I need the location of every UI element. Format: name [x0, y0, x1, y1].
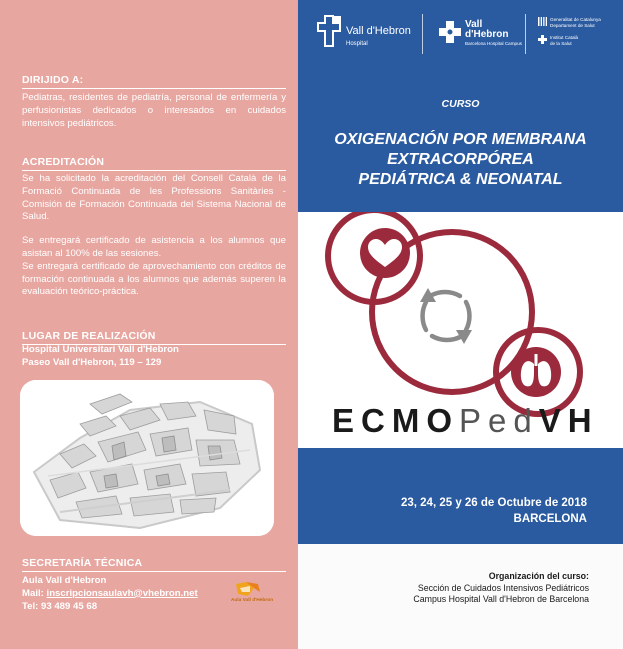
logo-campus-line: Vall: [465, 19, 483, 30]
logo-campus-name: [465, 20, 509, 40]
city-line: BARCELONA: [513, 513, 587, 525]
organizer-box: [298, 544, 623, 649]
logo-ics-line: Institut Català: [550, 35, 579, 40]
aula-vall-hebron-logo: [224, 578, 280, 608]
campus-cross-icon: [438, 20, 462, 44]
brand-vh: VH: [538, 402, 599, 439]
course-title: [298, 130, 623, 190]
generalitat-icon: [538, 17, 547, 26]
organizer-line: Campus Hospital Vall d'Hebron de Barcelona: [413, 594, 589, 604]
dirigido-body: Pediatras, residentes de pediatría, personal de enfermería y perfusionistas dedicados o interesados en cuidados intensivos pediátricos.: [22, 92, 286, 129]
course-footer: [298, 448, 623, 649]
campus-map: [20, 380, 274, 536]
section-divider: [22, 170, 286, 171]
logo-campus-sub: Barcelona Hospital Campus: [465, 41, 522, 46]
aula-logo-text: Aula Vall d'Hebron: [230, 598, 274, 603]
ecmo-logo-area: [298, 212, 623, 448]
course-header: [298, 0, 623, 212]
brand-ecmo: ECMO: [332, 402, 459, 439]
logo-generalitat-text: [550, 17, 601, 28]
logo-ics-line: de la Salut: [550, 40, 572, 46]
logo-campus-line: d'Hebron: [465, 29, 509, 40]
acreditacion-paragraph: Se ha solicitado la acreditación del Consell Català de la Formació Continuada de les Professions Sanitàries - Comisión de Formación Continuada del Sistema Nacional de Salud.: [22, 173, 286, 223]
organizer-info: [413, 571, 589, 606]
acreditacion-body: [22, 173, 286, 299]
acreditacion-title: ACREDITACIÓN: [22, 156, 105, 168]
organizer-title: Organización del curso:: [488, 571, 589, 581]
logo-divider: [525, 14, 526, 54]
logo-ics-text: [550, 35, 578, 46]
logos-bar: [298, 0, 623, 62]
ics-icon: [538, 35, 547, 44]
secretaria-line: Aula Vall d'Hebron: [22, 575, 107, 586]
mail-label: Mail:: [22, 587, 47, 599]
brand-ped: Ped: [459, 402, 539, 439]
organizer-line: Sección de Cuidados Intensivos Pediátricos: [417, 582, 589, 593]
section-divider: [22, 88, 286, 89]
acreditacion-paragraph: Se entregará certificado de asistencia a los alumnos que asistan al 100% de las sesiones.: [22, 235, 286, 259]
lugar-line: Paseo Vall d'Hebron, 119 – 129: [22, 356, 162, 368]
curso-label: CURSO: [441, 98, 480, 110]
logo-generalitat-line: Generalitat de Catalunya: [550, 17, 601, 22]
lugar-line: Hospital Universitari Vall d'Hebron: [22, 344, 179, 355]
logo-generalitat-line: Departament de Salut: [550, 22, 595, 28]
ecmo-brand: [332, 402, 599, 440]
course-title-line: EXTRACORPÓREA: [387, 151, 534, 168]
lugar-body: [22, 344, 286, 370]
logo-hospital-sub: Hospital: [346, 41, 368, 47]
logo-hospital-name: Vall d'Hebron: [346, 25, 411, 37]
dirigido-title: DIRIJIDO A:: [22, 74, 84, 86]
section-divider: [22, 571, 286, 572]
course-title-line: OXIGENACIÓN POR MEMBRANA: [334, 131, 587, 148]
logo-divider: [422, 14, 423, 54]
mail-link[interactable]: inscripcionsaulavh@vhebron.net: [46, 587, 198, 599]
campus-map-illustration: [20, 380, 274, 536]
dates-line: 23, 24, 25 y 26 de Octubre de 2018: [400, 497, 587, 509]
course-title-line: PEDIÁTRICA & NEONATAL: [358, 171, 563, 188]
course-dates: [401, 495, 587, 527]
secretaria-title: SECRETARÍA TÉCNICA: [22, 557, 143, 569]
info-panel: [0, 0, 298, 649]
acreditacion-paragraph: Se entregará certificado de aprovechamiento con créditos de formación continuada a los alumnos que además superen la evaluación teórico-práctica.: [22, 260, 286, 298]
lugar-title: LUGAR DE REALIZACIÓN: [22, 330, 156, 342]
hospital-cross-icon: [316, 14, 346, 48]
secretaria-phone: Tel: 93 489 45 68: [22, 600, 98, 612]
